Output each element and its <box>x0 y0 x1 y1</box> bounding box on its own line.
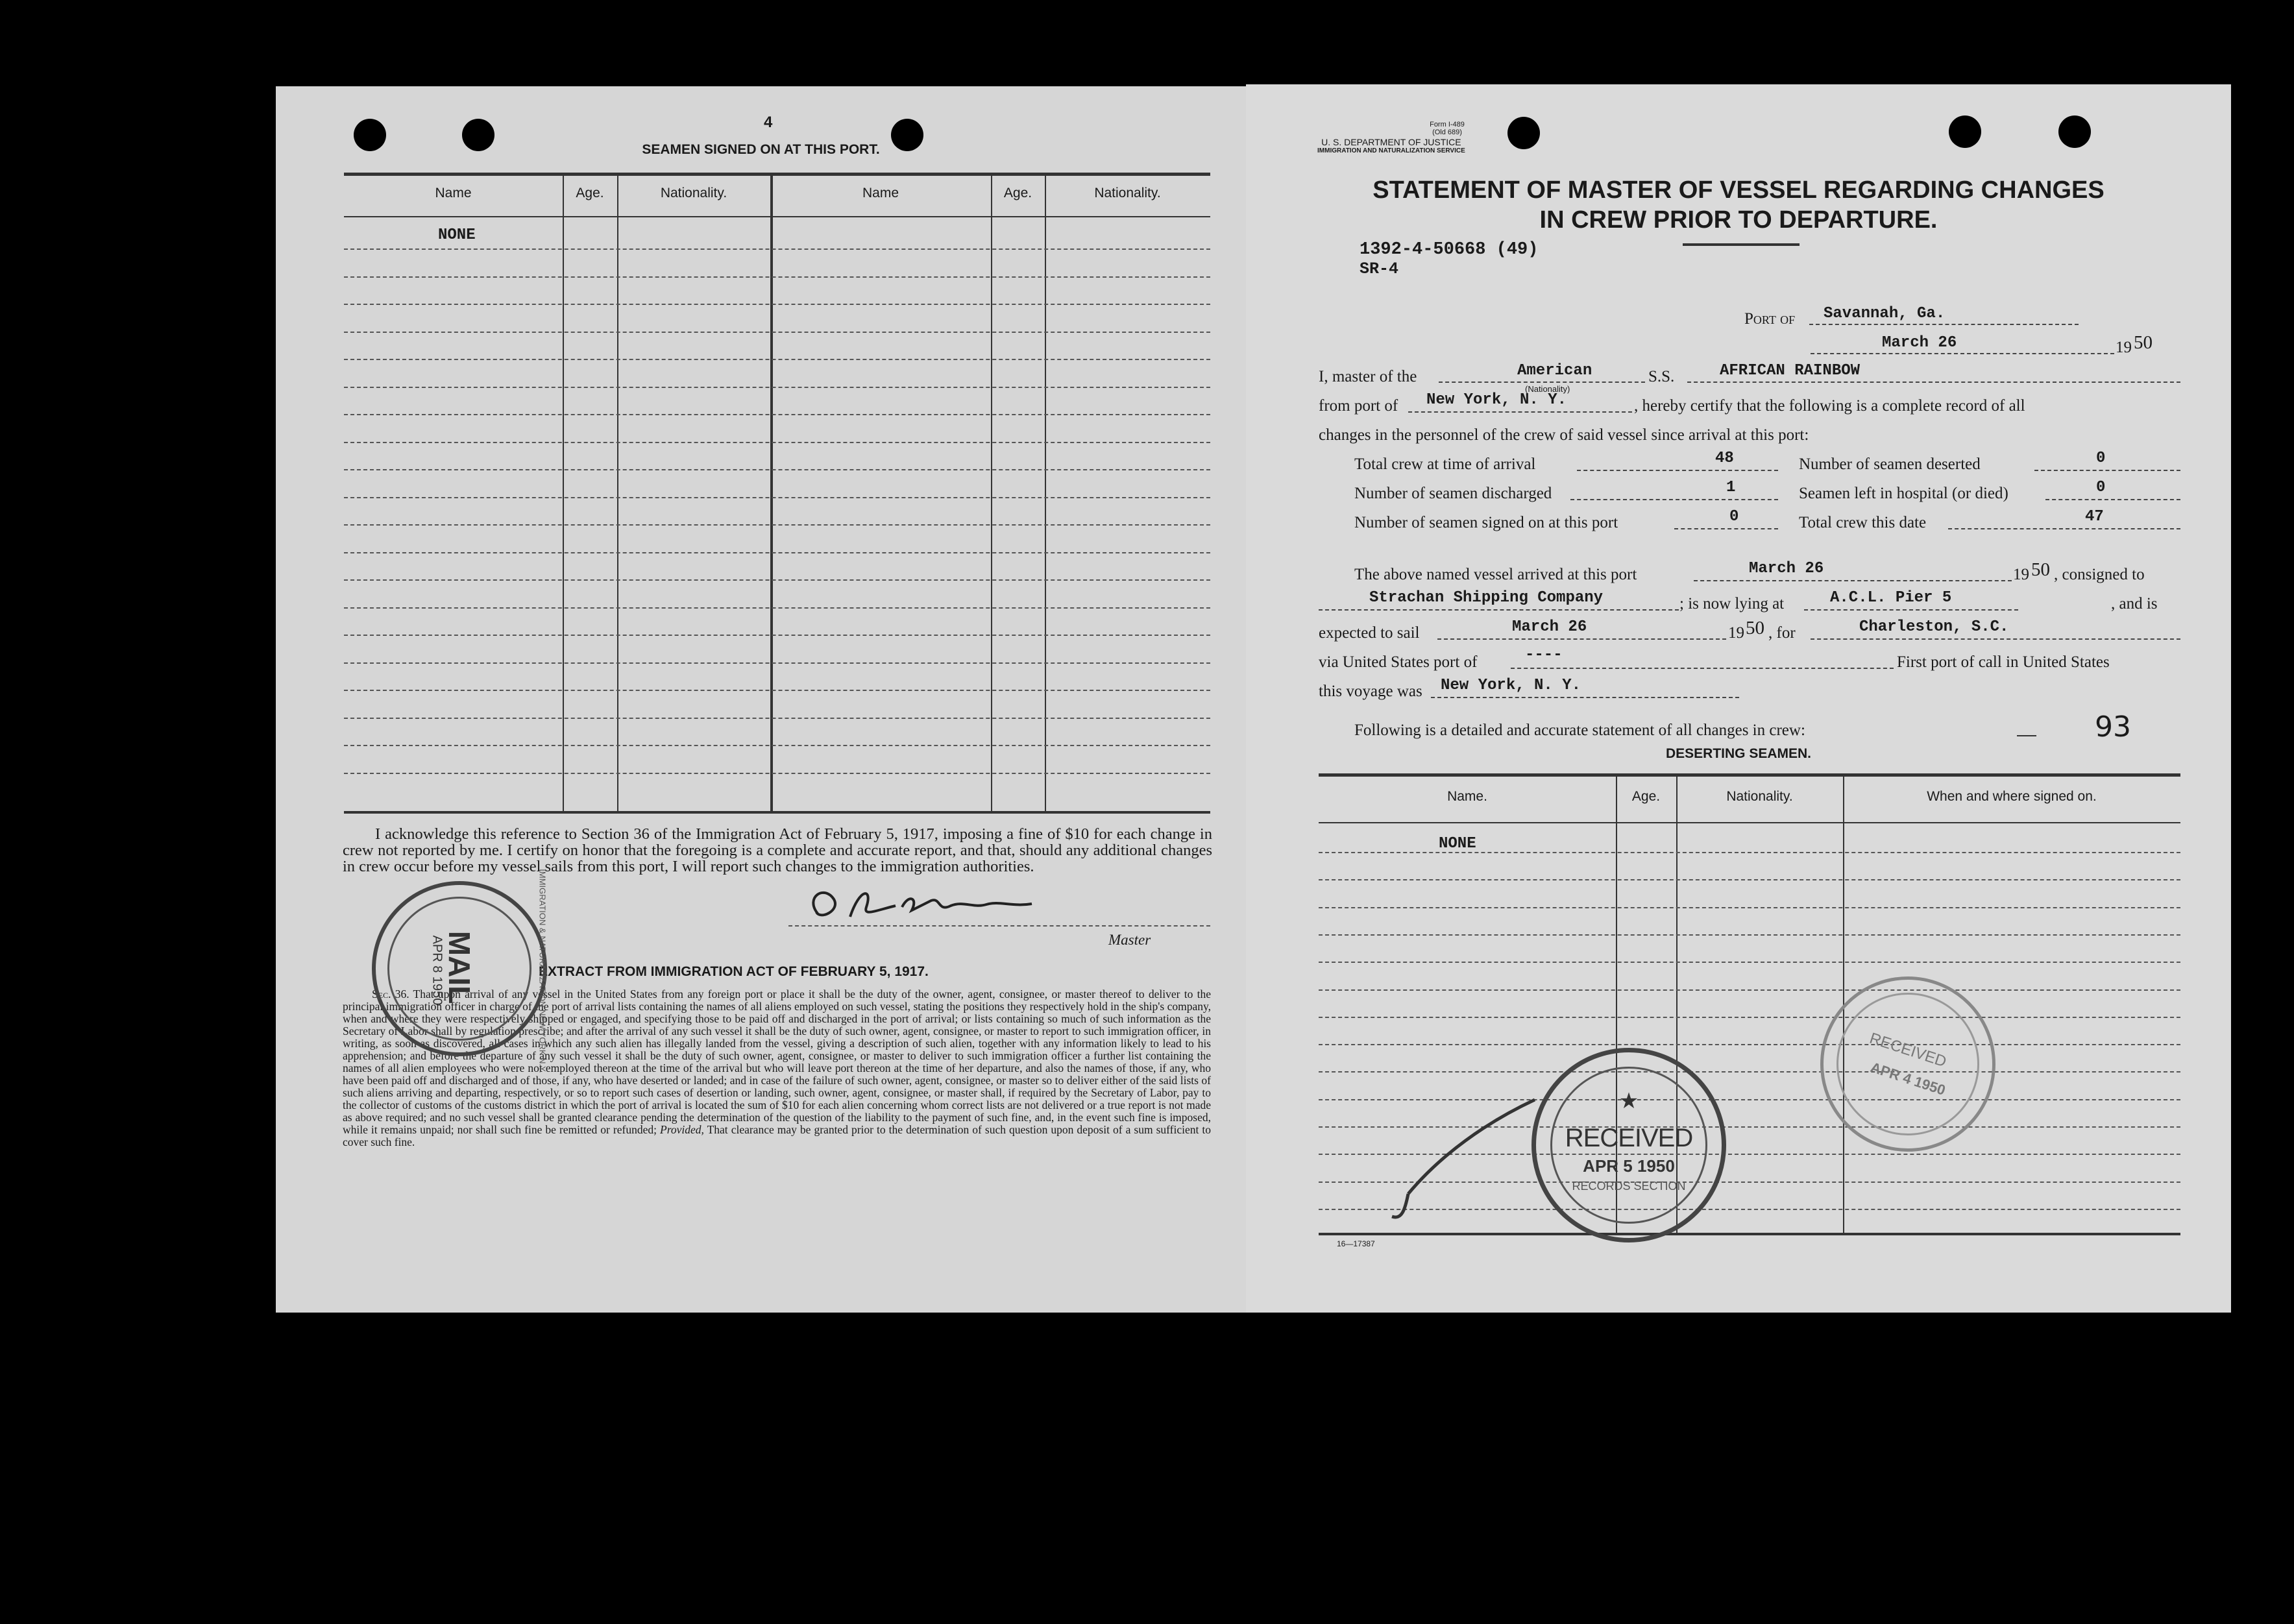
acknowledgement-text: I acknowledge this reference to Section 36 of the Immigration Act of February 5, 1917, imposing a fine of $10 for each change in crew not reported by me. I certify on honor that the foregoing is a complete and accurate report, and that, should any additional changes in crew occur before my vessel sails from this port, I will report such changes to the immigration authorities. <box>343 825 1212 875</box>
ruled-line <box>344 607 1210 609</box>
ruled-line <box>344 524 1210 526</box>
ruled-line <box>1319 907 2180 908</box>
extract-tail: That clearance may be granted prior to the determination of such question upon deposit of a sum sufficient to cover such fine. <box>343 1123 1211 1148</box>
ruled-line <box>1319 879 2180 880</box>
department-block <box>1317 138 1465 156</box>
via-label: via United States port of <box>1319 653 1478 671</box>
year-prefix: 19 <box>2116 339 2132 356</box>
file-sub: SR-4 <box>1360 260 1399 278</box>
title-line-2: IN CREW PRIOR TO DEPARTURE. <box>1539 206 1938 234</box>
ruled-line <box>1319 934 2180 936</box>
extract-title: EXTRACT FROM IMMIGRATION ACT OF FEBRUARY 5, 1917. <box>539 964 929 979</box>
ruled-line <box>344 442 1210 443</box>
stat-value-signed-on: 0 <box>1729 508 1739 526</box>
ruled-line <box>344 276 1210 278</box>
expected-label: expected to sail <box>1319 624 1420 642</box>
stat-label-signed-on: Number of seamen signed on at this port <box>1354 514 1618 531</box>
punch-hole <box>2058 115 2091 148</box>
first-port-value: New York, N. Y. <box>1441 677 1581 694</box>
stat-value-deserted: 0 <box>2096 450 2106 467</box>
voyage-label: this voyage was <box>1319 683 1422 700</box>
ruled-line <box>344 635 1210 636</box>
certify-text: , hereby certify that the following is a complete record of all <box>1634 397 2025 415</box>
ruled-line <box>344 304 1210 305</box>
received-stamp <box>1531 1048 1726 1242</box>
consignee: Strachan Shipping Company <box>1369 589 1604 607</box>
stat-label-total-arrival: Total crew at time of arrival <box>1354 455 1536 473</box>
stat-value-total-date: 47 <box>2085 508 2104 526</box>
ruled-line <box>344 387 1210 388</box>
for-label: , for <box>1768 624 1796 642</box>
first-port-label: First port of call in United States <box>1897 653 2110 671</box>
ruled-line <box>344 662 1210 664</box>
col-header-nationality: Nationality. <box>1726 789 1793 804</box>
col-header-nationality-2: Nationality. <box>1094 186 1161 200</box>
ruled-line <box>344 359 1210 360</box>
faint-stamp <box>1820 976 1995 1152</box>
col-header-age-2: Age. <box>1003 186 1032 200</box>
sail-date: March 26 <box>1512 618 1587 636</box>
handwritten-number: 93 <box>2095 710 2131 744</box>
form-code: 16—17387 <box>1337 1239 1375 1248</box>
ss-label: S.S. <box>1648 368 1675 385</box>
check-mark <box>1389 1097 1538 1226</box>
mail-stamp-ring: IMMIGRATION & NATURALIZATION NEW YORK N.Y. <box>537 869 548 1073</box>
file-number: 1392-4-50668 (49) <box>1360 240 1539 260</box>
following-text: Following is a detailed and accurate statement of all changes in crew: <box>1354 721 1805 739</box>
col-header-name: Name <box>435 186 472 200</box>
nationality-value: American <box>1517 362 1592 380</box>
stat-label-deserted: Number of seamen deserted <box>1799 455 1981 473</box>
master-of-label: I, master of the <box>1319 368 1417 385</box>
stat-label-total-date: Total crew this date <box>1799 514 1927 531</box>
deserting-title: DESERTING SEAMEN. <box>1665 746 1812 761</box>
via-port: ---- <box>1525 646 1563 664</box>
from-port-label: from port of <box>1319 397 1398 415</box>
received-stamp-bottom: RECORDS SECTION <box>1572 1180 1686 1193</box>
col-header-age: Age. <box>1631 789 1661 804</box>
ruled-line <box>344 332 1210 333</box>
changes-text: changes in the personnel of the crew of said vessel since arrival at this port: <box>1319 426 1809 444</box>
ruled-line <box>1319 962 2180 963</box>
punch-hole <box>1507 117 1540 149</box>
form-id-block <box>1408 121 1486 136</box>
lying-label: ; is now lying at <box>1679 595 1785 612</box>
date-value: March 26 <box>1882 334 1957 352</box>
col-header-name-2: Name <box>862 186 899 200</box>
mail-stamp <box>372 869 548 1073</box>
title-line-1: STATEMENT OF MASTER OF VESSEL REGARDING CHANGES <box>1373 176 2105 204</box>
stat-label-discharged: Number of seamen discharged <box>1354 485 1552 502</box>
form-title <box>1246 175 2231 235</box>
mail-stamp-word: MAIL <box>443 930 476 1004</box>
arrived-label: The above named vessel arrived at this port <box>1354 566 1637 583</box>
destination: Charleston, S.C. <box>1859 618 2009 636</box>
signed-on-entry: NONE <box>438 226 476 244</box>
col-header-name: Name. <box>1447 789 1487 804</box>
form-old: (Old 689) <box>1432 128 1462 136</box>
left-page <box>276 86 1246 1313</box>
ruled-line <box>1319 1071 2180 1073</box>
punch-hole <box>1949 115 1981 148</box>
arrived-date: March 26 <box>1749 560 1824 577</box>
nationality-caption: (Nationality) <box>1525 384 1570 394</box>
received-stamp-word: RECEIVED <box>1565 1124 1693 1152</box>
col-header-nationality: Nationality. <box>660 186 727 200</box>
stat-value-hospital: 0 <box>2096 479 2106 496</box>
sail-year: 50 <box>1746 618 1764 638</box>
received-stamp-date: APR 5 1950 <box>1583 1156 1675 1176</box>
stat-value-total-arrival: 48 <box>1715 450 1734 467</box>
ruled-line <box>1319 989 2180 991</box>
stat-value-discharged: 1 <box>1726 479 1736 496</box>
ruled-line <box>344 414 1210 415</box>
from-port-value: New York, N. Y. <box>1426 391 1567 409</box>
master-label: Master <box>1108 932 1151 948</box>
mail-stamp-date: APR 8 1950 <box>430 935 445 1006</box>
port-value: Savannah, Ga. <box>1824 305 1946 322</box>
extract-lead: Sec. 36. <box>372 988 409 1000</box>
year-value: 50 <box>2134 332 2153 353</box>
extract-body: That upon arrival of any vessel in the United States from any foreign port or place it shall be the duty of the owner, agent, consignee, or master thereof to deliver to the principal immigration officer in charge of the port of arrival lists containing the names of all aliens employed on such vessel, stating the positions they respectively hold in the ship's company, when and where they were respectively shipped or engaged, and specifying those to be paid off and discharged in the port of arrival; or lists containing so much of such information as the Secretary of Labor shall by regulation prescribe; and after the arrival of any such vessel it shall be the duty of such owner, agent, consignee, or master to report to such immigration officer, in writing, as soon as discovered, all cases in which any such alien has illegally landed from the vessel, giving a description of such alien, together with any information likely to lead to his apprehension; and before the departure of any such vessel it shall be the duty of such owner, agent, consignee, or master to deliver to such immigration officer a further list containing the names of all alien employees who were not employed thereon at the time of the arrival but who will leave port thereon at the time of her departure, and also the names of those, if any, who have been paid off and discharged and of those, if any, who have deserted or landed; and in case of the failure of such owner, agent, consignee, or master so to deliver either of the said lists of such aliens arriving and departing, respectively, or so to report such cases of desertion or landing, such owner, agent, consignee, or master shall, if required by the Secretary of Labor, pay to the collector of customs of the customs district in which the port of arrival is located the sum of $10 for each alien concerning whom correct lists are not delivered or a true report is not made as above required; and no such vessel shall be granted clearance pending the determination of the question of the liability to the payment of such fine, and, in the event such fine is imposed, while it remains unpaid; nor shall such fine be remitted or refunded; <box>343 988 1211 1136</box>
and-is-label: , and is <box>2111 595 2158 612</box>
col-header-age: Age. <box>576 186 604 200</box>
col-header-when-where: When and where signed on. <box>1927 789 2097 804</box>
ruled-line <box>1319 1044 2180 1045</box>
lying-at: A.C.L. Pier 5 <box>1830 589 1952 607</box>
arrived-year: 50 <box>2031 559 2050 580</box>
section-title: SEAMEN SIGNED ON AT THIS PORT. <box>642 142 880 157</box>
page-number: 4 <box>764 114 773 131</box>
ruled-line <box>1319 852 2180 853</box>
extract-provided: Provided, <box>660 1123 704 1136</box>
ruled-line <box>344 497 1210 498</box>
ruled-line <box>344 718 1210 719</box>
ruled-line <box>344 690 1210 691</box>
service: IMMIGRATION AND NATURALIZATION SERVICE <box>1317 147 1465 154</box>
ruled-line <box>344 248 1210 250</box>
star-icon: ★ <box>1618 1089 1639 1113</box>
ruled-line <box>344 773 1210 774</box>
deserting-entry: NONE <box>1439 835 1476 853</box>
department: U. S. DEPARTMENT OF JUSTICE <box>1321 137 1461 147</box>
port-label: Port of <box>1744 310 1796 328</box>
faint-stamp-word: RECEIVED <box>1867 1029 1949 1071</box>
arrived-year-prefix: 19 <box>2013 566 2029 583</box>
faint-stamp-date: APR 4 1950 <box>1868 1059 1948 1098</box>
ruled-line <box>344 745 1210 746</box>
ruled-line <box>344 469 1210 470</box>
ruled-line <box>1319 1017 2180 1018</box>
right-page <box>1246 84 2231 1313</box>
sail-year-prefix: 19 <box>1728 624 1744 642</box>
consigned-label: , consigned to <box>2054 566 2145 583</box>
ruled-line <box>344 552 1210 553</box>
form-id: Form I-489 <box>1430 121 1465 128</box>
stat-label-hospital: Seamen left in hospital (or died) <box>1799 485 2008 502</box>
ruled-line <box>344 579 1210 581</box>
vessel-name: AFRICAN RAINBOW <box>1720 362 1861 380</box>
